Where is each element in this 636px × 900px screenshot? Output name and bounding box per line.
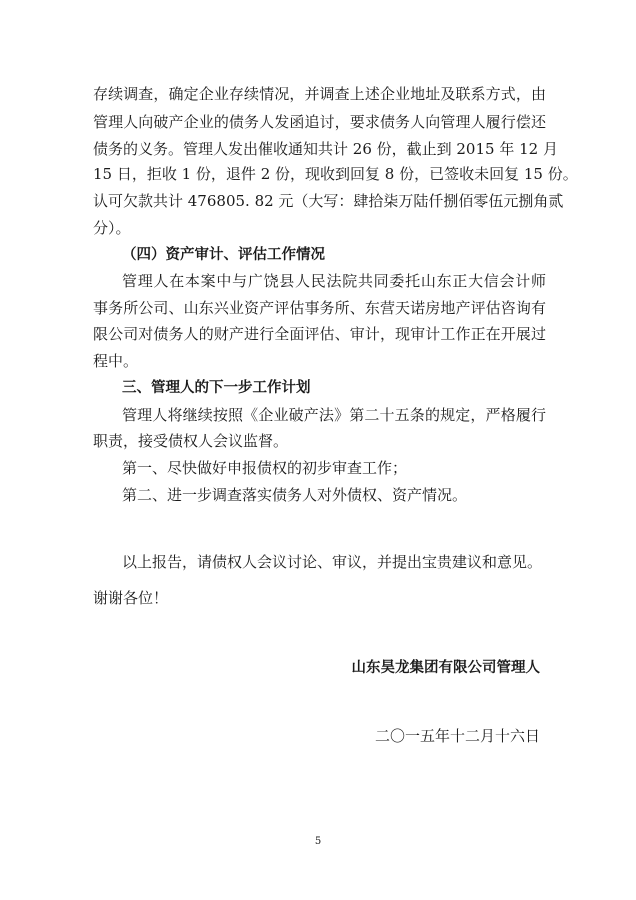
- signature-date: 二〇一五年十二月十六日: [374, 727, 540, 745]
- plan-item: 第二、进一步调查落实债务人对外债权、资产情况。: [122, 486, 468, 504]
- closing-report: 以上报告，请债权人会议讨论、审议，并提出宝贵建议和意见。: [122, 553, 543, 571]
- paragraph-line: 债务的义务。管理人发出催收通知共计 26 份，截止到 2015 年 12 月: [93, 140, 558, 158]
- paragraph-line: 程中。: [93, 352, 139, 370]
- paragraph-line: 事务所公司、山东兴业资产评估事务所、东营天诺房地产评估咨询有: [93, 299, 546, 317]
- paragraph-line: 15 日，拒收 1 份，退件 2 份，现收到回复 8 份，已签收未回复 15 份。: [93, 165, 578, 183]
- section-heading: （四）资产审计、评估工作情况: [122, 247, 325, 263]
- paragraph-line: 分）。: [93, 219, 131, 237]
- section-heading: 三、管理人的下一步工作计划: [122, 380, 311, 396]
- closing-thanks: 谢谢各位！: [93, 589, 169, 607]
- paragraph-line: 管理人向破产企业的债务人发函追讨，要求债务人向管理人履行偿还: [93, 113, 546, 131]
- paragraph-line: 限公司对债务人的财产进行全面评估、审计，现审计工作正在开展过: [93, 325, 546, 343]
- paragraph-line: 存续调查，确定企业存续情况，并调查上述企业地址及联系方式，由: [93, 85, 546, 103]
- paragraph-line: 管理人将继续按照《企业破产法》第二十五条的规定，严格履行: [122, 406, 546, 424]
- paragraph-line: 管理人在本案中与广饶县人民法院共同委托山东正大信会计师: [122, 272, 546, 290]
- paragraph-line: 职责，接受债权人会议监督。: [93, 432, 289, 450]
- paragraph-line: 认可欠款共计 476805. 82 元（大写：肆拾柒万陆仟捌佰零伍元捌角贰: [93, 192, 564, 210]
- signature-org: 山东昊龙集团有限公司管理人: [351, 660, 540, 676]
- plan-item: 第一、尽快做好申报债权的初步审查工作；: [122, 459, 408, 477]
- page-number: 5: [314, 836, 322, 847]
